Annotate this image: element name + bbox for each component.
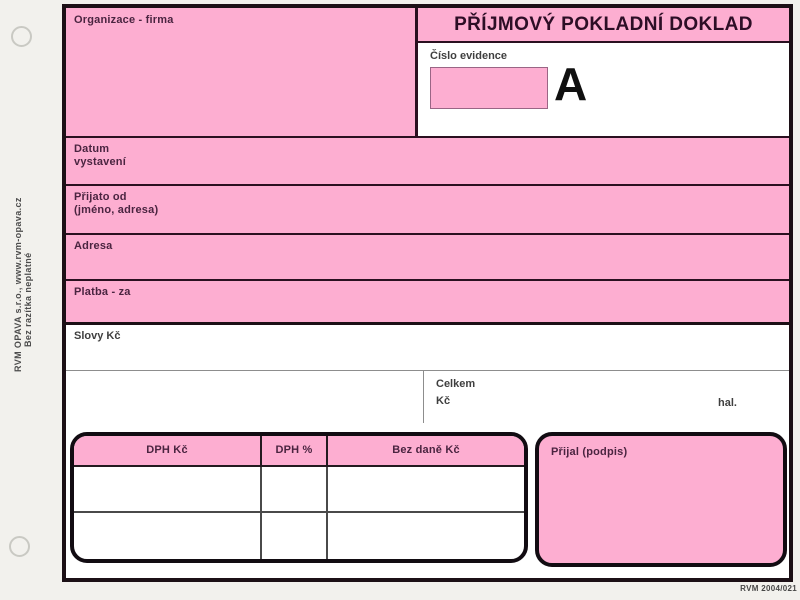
- total-row-divider: [423, 371, 424, 423]
- tax-table-header-row: [74, 436, 524, 467]
- evidence-number-box: [430, 67, 548, 109]
- header-row: [66, 8, 789, 138]
- total-row: [66, 371, 789, 423]
- amount-in-words-field: [66, 325, 789, 371]
- tax-table-cell: [74, 467, 262, 511]
- form-title: PŘÍJMOVÝ POKLADNÍ DOKLAD: [454, 13, 753, 35]
- amount-in-words-label: Slovy Kč: [74, 330, 121, 342]
- date-issued-label-line2: vystavení: [74, 156, 126, 168]
- tax-table-header-dph-pct: DPH %: [262, 436, 328, 465]
- received-from-label-line2: (jméno, adresa): [74, 204, 159, 216]
- tax-table-cell: [328, 513, 524, 559]
- tax-table-header-dph-kc: DPH Kč: [74, 436, 262, 465]
- evidence-number-label: Číslo evidence: [430, 50, 508, 62]
- payment-for-label: Platba - za: [74, 286, 131, 298]
- date-issued-label-line1: Datum: [74, 143, 110, 155]
- received-from-label-line1: Přijato od: [74, 191, 127, 203]
- received-from-field: [66, 186, 789, 235]
- signature-label: Přijal (podpis): [551, 446, 628, 458]
- tax-table-header-bez-dane: Bez daně Kč: [392, 444, 460, 456]
- date-issued-field: [66, 138, 789, 186]
- header-right-column: [418, 8, 789, 136]
- address-label: Adresa: [74, 240, 113, 252]
- tax-table-row: [74, 513, 524, 559]
- series-letter: A: [554, 58, 588, 110]
- organization-field: [66, 8, 418, 136]
- evidence-number-section: [418, 43, 789, 136]
- punch-hole-bottom: [9, 536, 30, 557]
- haler-label: hal.: [718, 397, 737, 409]
- signature-box: [535, 432, 787, 567]
- tax-table-cell: [262, 467, 328, 511]
- total-currency-label: Kč: [436, 395, 451, 407]
- title-bar: [418, 8, 789, 43]
- bottom-section: [66, 423, 789, 578]
- printer-info-vertical-text: RVM OPAVA s.r.o., www.rvm-opava.cz: [13, 197, 23, 372]
- tax-table-cell: [74, 513, 262, 559]
- tax-table-cell: [328, 467, 524, 511]
- total-label: Celkem: [436, 378, 476, 390]
- address-field: [66, 235, 789, 281]
- punch-hole-top: [11, 26, 32, 47]
- print-code: RVM 2004/021: [740, 584, 797, 593]
- organization-label: Organizace - firma: [74, 14, 174, 26]
- stamp-notice-vertical-text: Bez razítka neplatné: [23, 252, 33, 347]
- tax-table-row: [74, 467, 524, 513]
- payment-for-field: [66, 281, 789, 325]
- receipt-form: [62, 4, 793, 582]
- tax-table: [70, 432, 528, 563]
- tax-table-cell: [262, 513, 328, 559]
